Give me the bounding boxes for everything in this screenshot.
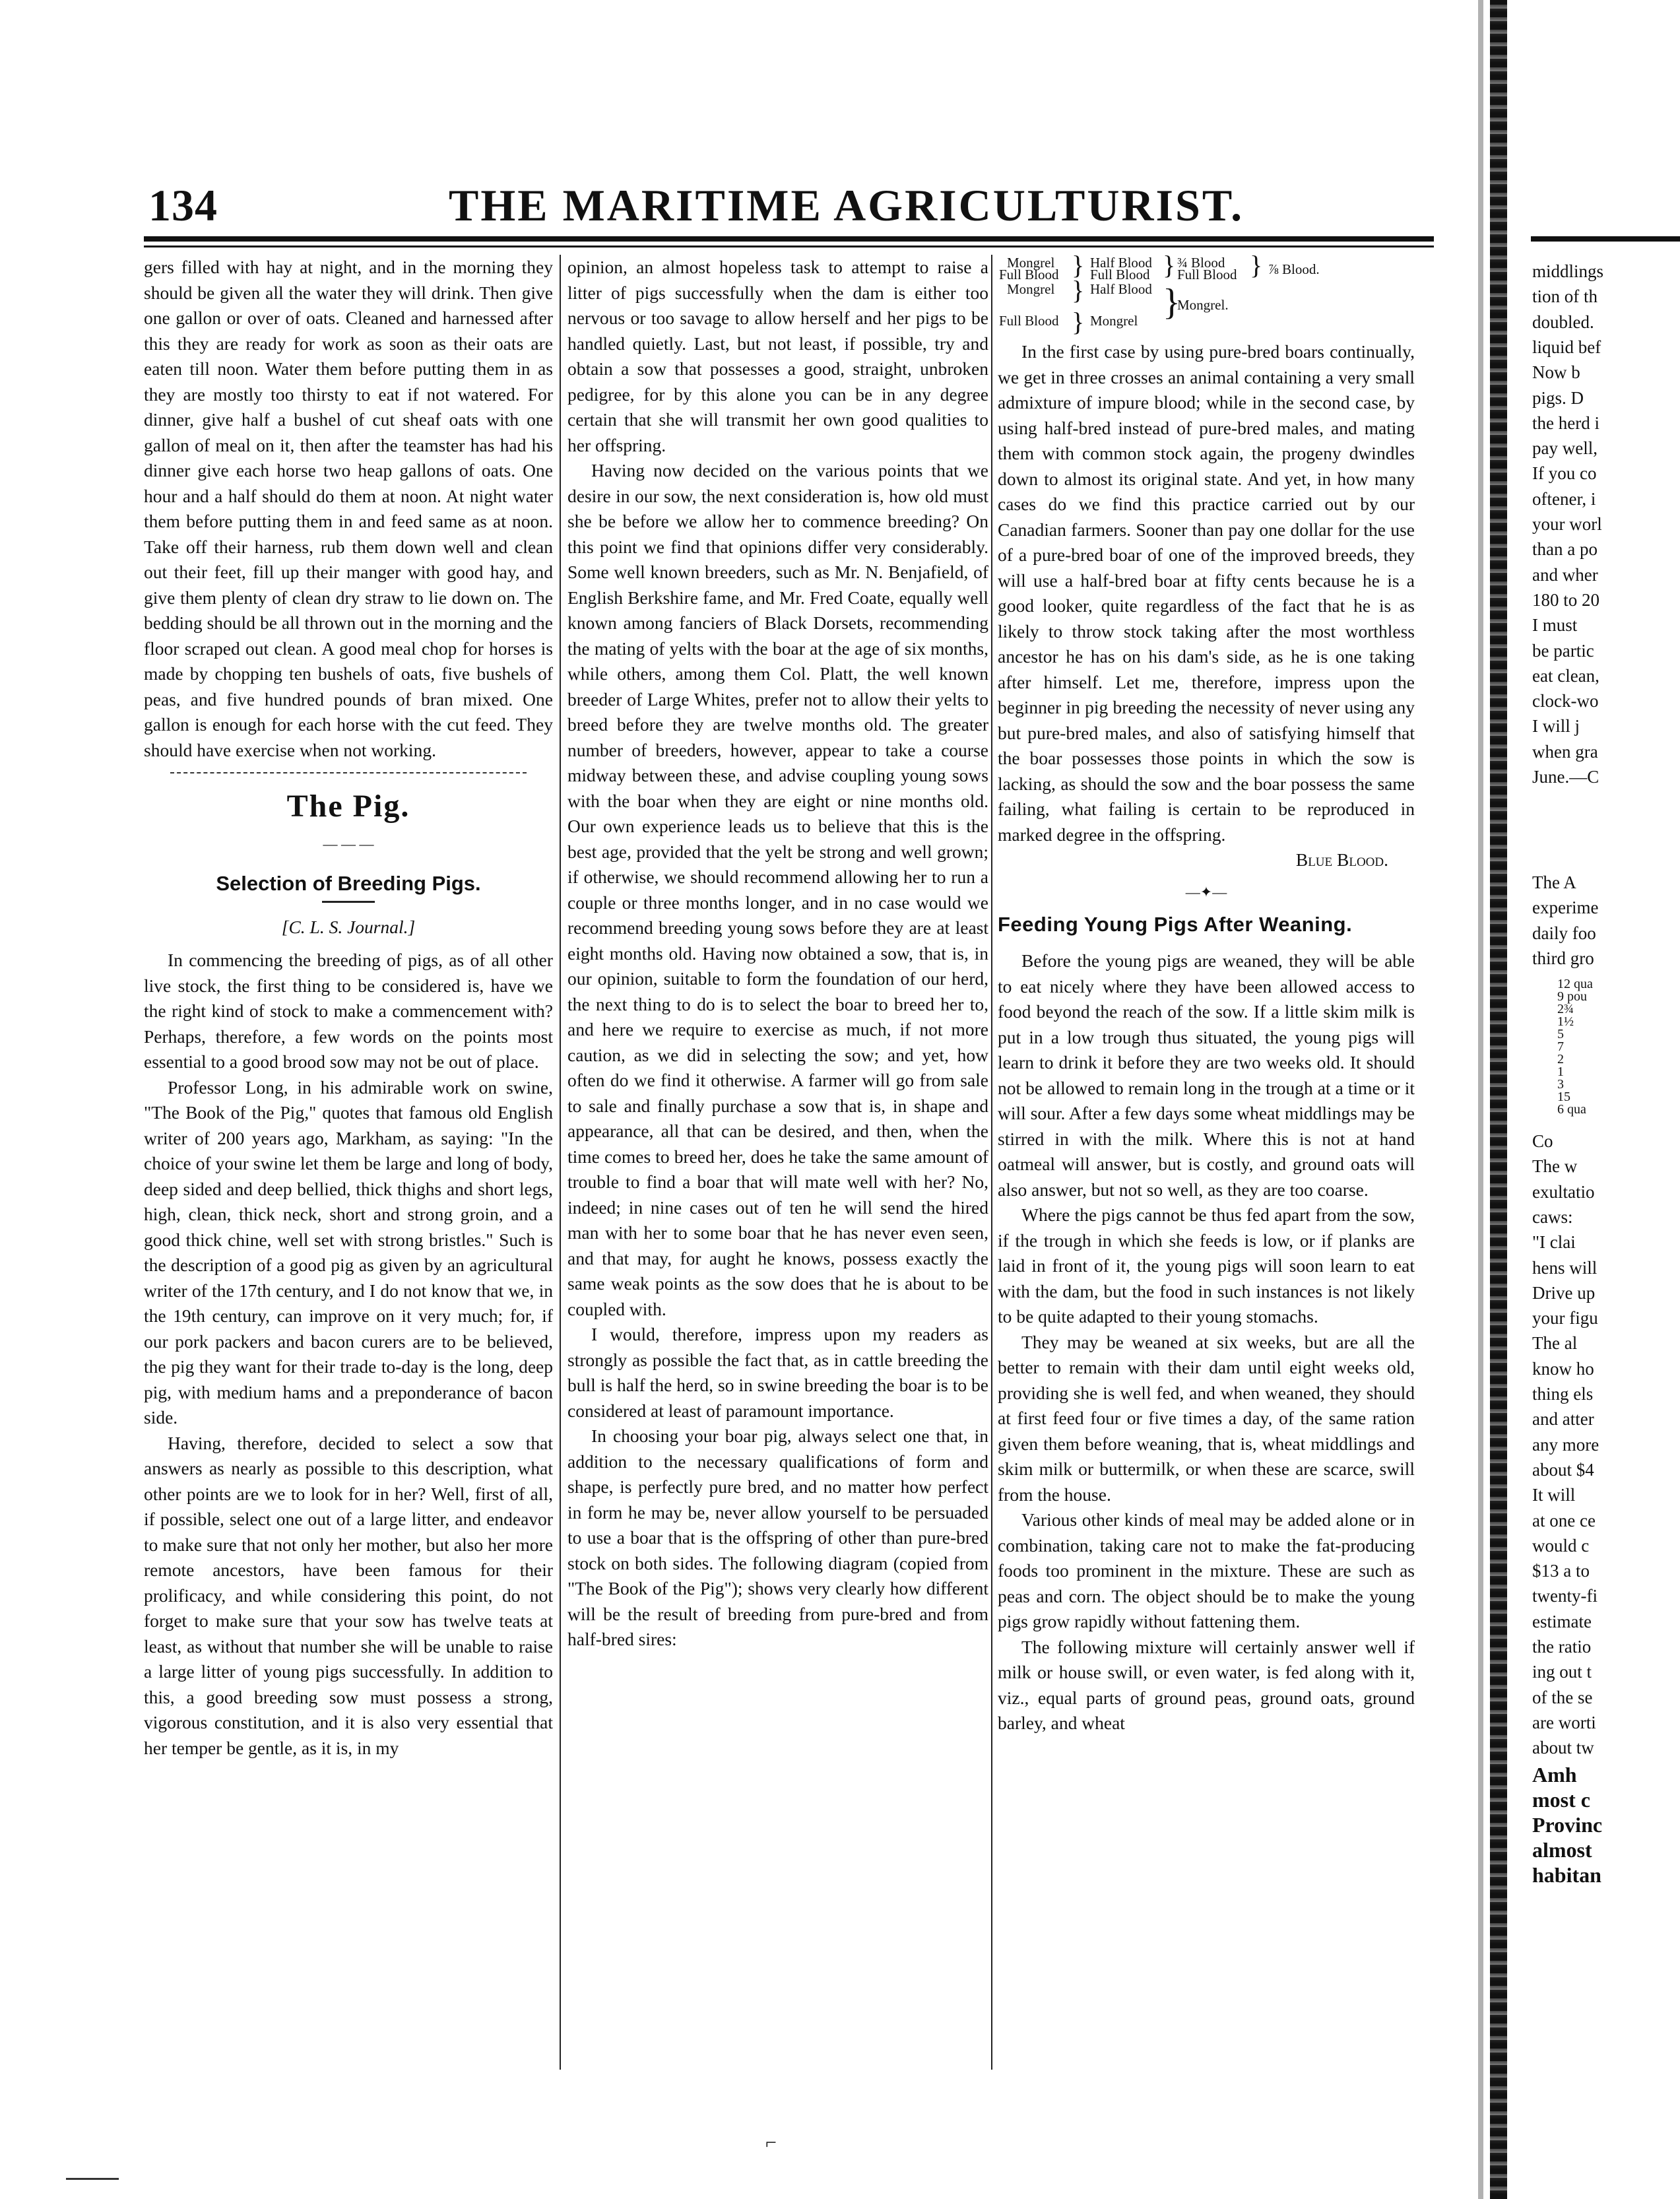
diagram-label: Mongrel. <box>1177 297 1229 313</box>
adjacent-text-fragment: liquid bef <box>1532 337 1601 357</box>
adjacent-text-fragment: Now b <box>1532 362 1580 383</box>
brace-glyph: } <box>1163 282 1180 323</box>
adjacent-text-fragment: 180 to 20 <box>1532 589 1600 610</box>
diagram-label: Full Blood <box>999 267 1059 282</box>
section-divider <box>170 772 527 773</box>
adjacent-text-fragment: most c <box>1532 1788 1590 1812</box>
adjacent-text-fragment: the herd i <box>1532 412 1599 433</box>
adjacent-text-fragment: "I clai <box>1532 1232 1576 1253</box>
adjacent-text-fragment: estimate <box>1532 1611 1592 1631</box>
adjacent-text-fragment: any more <box>1532 1434 1599 1455</box>
adjacent-text-fragment: Co <box>1532 1131 1553 1151</box>
adjacent-text-fragment: Amh <box>1532 1763 1577 1787</box>
adjacent-text-fragment: middlings <box>1532 261 1604 281</box>
diagram-label: Half Blood <box>1090 255 1152 271</box>
title-rule <box>322 901 375 903</box>
page-gutter-shadow <box>1478 0 1483 2199</box>
adjacent-text-fragment: daily foo <box>1532 923 1596 943</box>
adjacent-text-fragment: experime <box>1532 898 1599 918</box>
adjacent-text-fragment: pay well, <box>1532 438 1598 459</box>
adjacent-text-fragment: oftener, i <box>1532 488 1596 509</box>
ornament-rule: — — — <box>323 836 374 852</box>
adjacent-text-fragment: 2 <box>1557 1052 1564 1067</box>
adjacent-text-fragment: 5 <box>1557 1027 1564 1041</box>
adjacent-text-fragment: and wher <box>1532 564 1598 585</box>
adjacent-text-fragment: The A <box>1532 872 1576 892</box>
adjacent-text-fragment: at one ce <box>1532 1510 1596 1530</box>
brace-glyph: } <box>1163 250 1176 280</box>
paragraph: In choosing your boar pig, always select one that, in addition to the necessary qualifications of form and shape, is perfectly pure bred, and no matter how perfect in form he may be, never allow yourself to be persuaded to use a boar that is the offspring of other than pure-bred stock on both sides. The following diagram (copied from "The Book of the Pig"); shows very clearly how different will be the result of breeding from pure-bred and from half-bred sires: <box>567 1426 988 1649</box>
adjacent-text-fragment: when gra <box>1532 741 1598 762</box>
adjacent-text-fragment: 15 <box>1557 1090 1570 1104</box>
adjacent-text-fragment: 7 <box>1557 1039 1564 1054</box>
paragraph: In commencing the breeding of pigs, as of all other live stock, the first thing to be considered is, have we the right kind of stock to make a commencement with? Perhaps, therefore, a few words on the points most essential to a good brood sow may not be out of place. <box>144 950 553 1072</box>
publication-title: THE MARITIME AGRICULTURIST. <box>449 180 1244 230</box>
adjacent-text-fragment: exultatio <box>1532 1181 1595 1202</box>
adjacent-text-fragment: habitan <box>1532 1863 1601 1887</box>
header-rule-thin <box>144 246 1434 247</box>
paragraph: In the first case by using pure-bred boars continually, we get in three crosses an animal containing a very small admixture of impure blood; while in the second case, by using half-bred instead of pure-bred males, and mating them with common stock again, the progeny dwindles down to almost its original state. And yet, in how many cases do we find this practice carried out by our Canadian farmers. Sooner than pay one dollar for the use of a pure-bred boar of one of the improved breeds, they will use a half-bred boar at fifty cents because he is a good looker, quite regardless of the fact that he is as likely to throw stock taking after the most worthless ancestor he has on his dam's side, as he is one taking after himself. Let me, therefore, impress upon the beginner in pig breeding the necessity of never using any but pure-bred males, and also of satisfying himself that the boar possesses those points in which the sow is lacking, as should the sow and the boar possess the same failing, what failing is certain to be reproduced in marked degree in the offspring. <box>998 341 1415 845</box>
paragraph: Various other kinds of meal may be added alone or in combination, taking care not to make the fat-producing foods too prominent in the mixture. These are such as peas and corn. The object should be to make the young pigs grow rapidly without fattening them. <box>998 1509 1415 1631</box>
adjacent-text-fragment: doubled. <box>1532 312 1594 332</box>
adjacent-text-fragment: hens will <box>1532 1257 1598 1278</box>
adjacent-text-fragment: I must <box>1532 615 1578 636</box>
paragraph: Having now decided on the various points that we desire in our sow, the next consideration is, how old must she be before we allow her to commence breeding? On this point we find that opinions differ very considerably. Some well known breeders, such as Mr. N. Benjafield, of English Berkshire fame, and Mr. Fred Coate, equally well known among fanciers of Black Dorsets, recommending the mating of yelts with the boar at the age of six months, while others, among them Col. Platt, the well known breeder of Large Whites, prefer not to allow their yelts to breed before they are twelve months old. The greater number of breeders, however, appear to take a course midway between these, and advise coupling young sows with the boar when they are eight or nine months old. Our own experience leads us to believe that this is the best age, provided that the yelt be strong and well grown; if otherwise, we should recommend allowing her to run a couple or three months longer, and in no case would we recommend breeding young sows before they are at least eight months old. Having now obtained a sow, that is, in our opinion, suitable to form the foundation of our herd, the next thing to do is to select the boar to breed her to, and here we require to exercise as much, if not more caution, as we did in selecting the sow; and yet, how often do we find it otherwise. A farmer will go from sale to sale and finally purchase a sow that is, in shape and appearance, all that can be desired, and then, when the time comes to breed her, does he take the same amount of trouble to find a boar that will mate well with her? No, indeed; in nine cases out of ten he will send the hired man with her to some boar that he has never even seen, and that may, for aught he knows, possess exactly the same weak points as the sow does that he is about to be coupled with. <box>567 460 988 1319</box>
paragraph: The following mixture will certainly answer well if milk or house swill, or even water, is fed along with it, viz., equal parts of ground peas, ground oats, ground barley, and wheat <box>998 1636 1415 1733</box>
diagram-label: Full Blood <box>1090 267 1150 282</box>
diagram-label: Mongrel <box>1090 313 1138 329</box>
adjacent-text-fragment: and atter <box>1532 1409 1594 1429</box>
adjacent-text-fragment: know ho <box>1532 1358 1594 1379</box>
page-binding-edge <box>1490 0 1507 2199</box>
diagram-label: Mongrel <box>1007 281 1055 297</box>
adjacent-text-fragment: ing out t <box>1532 1662 1592 1682</box>
adjacent-text-fragment: 1 <box>1557 1065 1564 1079</box>
adjacent-text-fragment: twenty-fi <box>1532 1586 1598 1606</box>
paragraph: Where the pigs cannot be thus fed apart from the sow, if the trough in which she feeds is low, or if planks are laid in front of it, the young pigs will soon learn to eat with the dam, but the food in such instances is not likely to be quite adapted to their young stomachs. <box>998 1204 1415 1327</box>
column-1 <box>144 255 553 1761</box>
paragraph: Professor Long, in his admirable work on swine, "The Book of the Pig," quotes that famous old English writer of 200 years ago, Markham, as saying: "In the choice of your swine let them be large and long of body, deep sided and deep bellied, thick thighs and short legs, high, clean, thick neck, short and strong groin, and a good thick chine, well set with strong bristles." Such is the description of a good pig as given by an agricultural writer of the 17th century, and I do not know that we, in the 19th century, can improve on it very much; for, if our pork packers and bacon curers are to be believed, the pig they want for their trade to-day is the long, deep pig, with medium hams and a preponderance of bacon side. <box>144 1076 553 1428</box>
adjacent-text-fragment: 3 <box>1557 1077 1564 1092</box>
adjacent-text-fragment: 9 pou <box>1557 989 1587 1004</box>
diagram-label: Full Blood <box>1177 267 1237 282</box>
adjacent-text-fragment: your worl <box>1532 514 1602 534</box>
page-number: 134 <box>148 180 218 230</box>
brace-glyph: } <box>1072 250 1085 280</box>
adjacent-header-rule <box>1531 236 1680 242</box>
column-divider-2 <box>991 255 992 2070</box>
adjacent-text-fragment: eat clean, <box>1532 665 1599 686</box>
adjacent-text-fragment: 12 qua <box>1557 977 1593 991</box>
brace-glyph: } <box>1250 250 1263 280</box>
adjacent-text-fragment: I will j <box>1532 716 1580 737</box>
paragraph: opinion, an almost hopeless task to attempt to raise a litter of pigs successfully when the dam is either too nervous or too savage to allow herself and her pigs to be handled quietly. Last, but not least, if possible, try and obtain a sow that possesses a good, straight, unbroken pedigree, for by this alone you can be in any degree certain that she will transmit her own good qualities to her offspring. <box>567 257 988 455</box>
paragraph: Having, therefore, decided to select a sow that answers as nearly as possible to this description, what other points are we to look for in her? Well, first of all, if possible, select one out of a large litter, and endeavor to make sure that not only her mother, but also her more remote ancestors, have been famous for their prolificacy, and while considering this point, do not forget to make sure that your sow has twelve teats at least, as without that number she will be unable to raise a large litter of young pigs successfully. In addition to this, a good breeding sow must possess a strong, vigorous constitution, and it is also very essential that her temper be gentle, as it is, in my <box>144 1432 553 1758</box>
adjacent-text-fragment: the ratio <box>1532 1637 1592 1657</box>
adjacent-text-fragment: about tw <box>1532 1738 1594 1758</box>
adjacent-text-fragment: 1½ <box>1557 1014 1574 1029</box>
diagram-label: Full Blood <box>999 313 1059 329</box>
diagram-label: Mongrel <box>1007 255 1055 271</box>
section-heading: The Pig. <box>286 789 410 824</box>
diagram-label: ¾ Blood <box>1177 255 1225 271</box>
diagram-label: ⅞ Blood. <box>1268 261 1320 277</box>
adjacent-text-fragment: It will <box>1532 1485 1576 1505</box>
column-2 <box>567 255 988 1653</box>
paragraph: They may be weaned at six weeks, but are all the better to remain with their dam until eight weeks old, providing she is well fed, and when weaned, they should at first feed four or five times a day, of the same ration given them before weaning, that is, wheat middlings and skim milk or buttermilk, or when these are scarce, swill from the house. <box>998 1331 1415 1505</box>
scan-corner-mark <box>66 2178 119 2180</box>
article-source: [C. L. S. Journal.] <box>281 916 416 937</box>
paragraph: Before the young pigs are weaned, they will be able to eat nicely where they have been allowed access to food beyond the reach of the sow. If a little skim milk is put in a low trough thus situated, the young pigs will learn to drink it before they are two weeks old. It should not be allowed to remain long in the trough at a time or it will sour. After a few days some wheat middlings may be stirred in with the milk. Where this is not at hand oatmeal will answer, but is costly, and ground oats will also answer, but not so well, as they are too coarse. <box>998 950 1415 1200</box>
adjacent-text-fragment: Drive up <box>1532 1282 1596 1303</box>
adjacent-text-fragment: The w <box>1532 1156 1578 1177</box>
ornament-rule: —✦— <box>1185 883 1227 900</box>
adjacent-text-fragment: pigs. D <box>1532 387 1584 408</box>
paragraph: gers filled with hay at night, and in the morning they should be given all the water they will drink. Then give one gallon or over of oats. Cleaned and harnessed after this they are ready for work as soon as their oats are eaten till noon. Water them before putting them in as they are mostly too thirsty to eat if not watered. For dinner, give half a bushel of cut sheaf oats with one gallon of meal on it, then after the teamster has had his dinner give each horse two heap gallons of oats. One hour and a half should do them at noon. At night water them before putting them in and feed same as at noon. Take off their harness, rub them down well and clean out their feet, fill up their manger with good hay, and give them plenty of clean dry straw to lie down on. The bedding should be all thrown out in the morning and the floor scraped out clean. A good meal chop for horses is made by chopping ten bushels of oats, five bushels of peas, and five hundred pounds of bran mixed. One gallon is enough for each horse with the cut feed. They should have exercise when not working. <box>144 257 553 760</box>
column-divider-1 <box>560 255 561 2070</box>
adjacent-text-fragment: clock-wo <box>1532 691 1599 711</box>
adjacent-text-fragment: $13 a to <box>1532 1561 1590 1581</box>
adjacent-text-fragment: caws: <box>1532 1206 1573 1227</box>
adjacent-text-fragment: June.—C <box>1532 767 1599 787</box>
breeding-diagram <box>998 250 1415 337</box>
column-3 <box>998 250 1415 1736</box>
adjacent-text-fragment: The al <box>1532 1333 1578 1354</box>
adjacent-text-fragment: Provinc <box>1532 1813 1603 1837</box>
paragraph: I would, therefore, impress upon my readers as strongly as possible the fact that, as in cattle breeding the bull is half the herd, so in swine breeding the boar is to be considered at least of paramount importance. <box>567 1324 988 1421</box>
adjacent-text-fragment: tion of th <box>1532 286 1598 307</box>
article-title: Selection of Breeding Pigs. <box>216 871 481 895</box>
adjacent-text-fragment: third gro <box>1532 948 1594 968</box>
diagram-label: Half Blood <box>1090 281 1152 297</box>
header-rule-thick <box>144 236 1434 242</box>
adjacent-text-fragment: of the se <box>1532 1687 1593 1707</box>
adjacent-text-fragment: be partic <box>1532 640 1594 661</box>
article-title: Feeding Young Pigs After Weaning. <box>998 913 1353 936</box>
adjacent-text-fragment: about $4 <box>1532 1459 1594 1480</box>
brace-glyph: } <box>1072 307 1085 337</box>
adjacent-text-fragment: would c <box>1532 1535 1590 1556</box>
adjacent-text-fragment: your figu <box>1532 1308 1598 1329</box>
signature: Blue Blood. <box>1295 849 1388 870</box>
adjacent-text-fragment: than a po <box>1532 539 1598 560</box>
adjacent-text-fragment: If you co <box>1532 463 1597 484</box>
scan-mark: ⌐ <box>765 2132 777 2153</box>
brace-glyph: } <box>1072 275 1085 305</box>
adjacent-text-fragment: 2¾ <box>1557 1002 1574 1016</box>
adjacent-text-fragment: almost <box>1532 1838 1592 1862</box>
adjacent-text-fragment: thing els <box>1532 1384 1594 1404</box>
adjacent-text-fragment: 6 qua <box>1557 1102 1586 1117</box>
adjacent-text-fragment: are worti <box>1532 1712 1596 1732</box>
